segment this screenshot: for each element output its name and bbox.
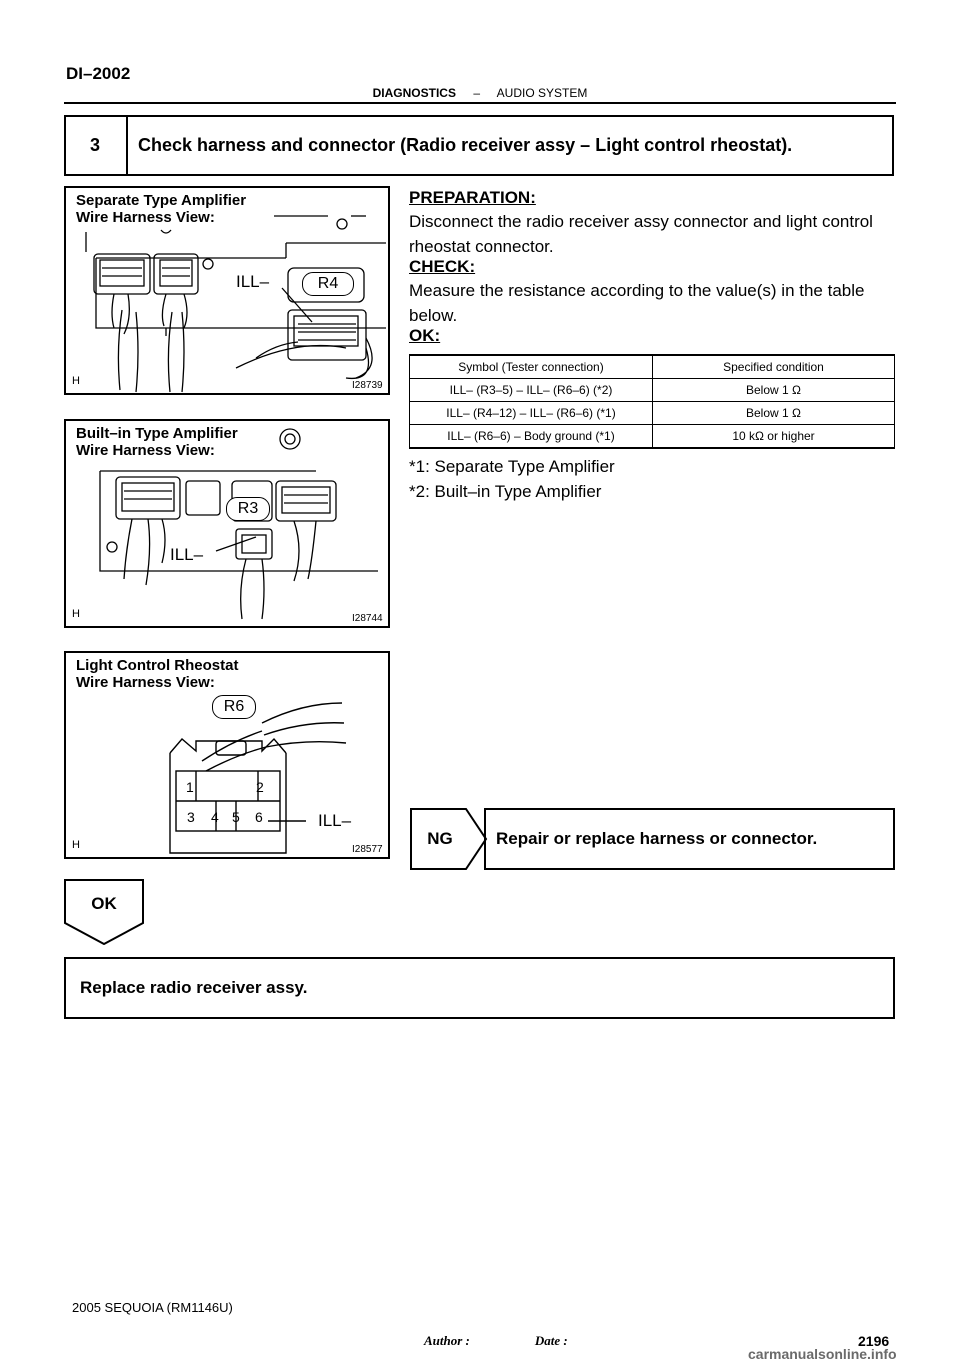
label-r6: R6 <box>212 695 256 719</box>
table-row <box>410 379 895 402</box>
figure-code: I28744 <box>352 613 383 624</box>
label-ill: ILL– <box>236 272 270 291</box>
check-label: CHECK: <box>409 257 476 276</box>
check-line1: Measure the resistance according to the value(s) in the table <box>409 281 865 300</box>
builtin-amplifier-drawing <box>66 421 388 626</box>
table-row <box>410 402 895 425</box>
footer-page-number: 2196 <box>858 1333 890 1349</box>
figure-separate-amplifier <box>64 186 390 395</box>
header-rule <box>64 102 896 104</box>
label-r4: R4 <box>302 272 354 296</box>
figure-mark: H <box>72 375 80 387</box>
watermark: carmanualsonline.info <box>748 1346 897 1362</box>
table-header: Specified condition <box>653 355 895 379</box>
figure-code: I28739 <box>352 380 383 391</box>
figure-title-line1: Light Control Rheostat <box>76 657 239 674</box>
table-header-row <box>410 355 895 379</box>
figure-builtin-amplifier <box>64 419 390 628</box>
subsection-name: AUDIO SYSTEM <box>496 86 588 100</box>
table-cell: Below 1 Ω <box>653 379 895 402</box>
label-ill: ILL– <box>318 811 352 830</box>
figure-title-line2: Wire Harness View: <box>76 209 215 226</box>
step-number: 3 <box>64 115 128 176</box>
label-ill: ILL– <box>170 545 204 564</box>
preparation-text <box>409 209 873 259</box>
preparation-label: PREPARATION: <box>409 188 536 207</box>
note-1: *1: Separate Type Amplifier <box>409 457 615 476</box>
table-cell: 10 kΩ or higher <box>653 425 895 449</box>
footer-author-date: Author : Date : <box>424 1333 568 1348</box>
ok-label: OK: <box>409 326 441 345</box>
figure-title-line2: Wire Harness View: <box>76 674 215 691</box>
check-text <box>409 278 864 328</box>
section-header <box>0 86 960 100</box>
check-line2: below. <box>409 306 458 325</box>
figure-title-line1: Built–in Type Amplifier <box>76 425 238 442</box>
section-name: DIAGNOSTICS <box>372 86 456 100</box>
page-code: DI–2002 <box>66 64 131 83</box>
label-r3: R3 <box>226 497 270 521</box>
footer-model: 2005 SEQUOIA (RM1146U) <box>72 1300 233 1315</box>
step-title: Check harness and connector (Radio receiver assy – Light control rheostat). <box>138 135 793 155</box>
pin-3: 3 <box>187 809 195 825</box>
ng-tag: NG <box>427 829 453 848</box>
spec-table <box>409 354 895 449</box>
final-action: Replace radio receiver assy. <box>64 957 895 1019</box>
pin-5: 5 <box>232 809 240 825</box>
section-dash: – <box>473 86 480 100</box>
table-cell: Below 1 Ω <box>653 402 895 425</box>
table-header: Symbol (Tester connection) <box>410 355 653 379</box>
ok-tag: OK <box>91 894 117 913</box>
preparation-line1: Disconnect the radio receiver assy connector and light control <box>409 212 873 231</box>
figure-light-control-rheostat <box>64 651 390 859</box>
pin-4: 4 <box>211 809 219 825</box>
pin-1: 1 <box>186 779 194 795</box>
figure-code: I28577 <box>352 844 383 855</box>
preparation-line2: rheostat connector. <box>409 237 554 256</box>
pin-2: 2 <box>256 779 264 795</box>
note-2: *2: Built–in Type Amplifier <box>409 482 602 501</box>
figure-title-line2: Wire Harness View: <box>76 442 215 459</box>
table-cell: ILL– (R4–12) – ILL– (R6–6) (*1) <box>410 402 653 425</box>
pin-6: 6 <box>255 809 263 825</box>
ng-action: Repair or replace harness or connector. <box>484 808 895 870</box>
table-cell: ILL– (R6–6) – Body ground (*1) <box>410 425 653 449</box>
notes <box>409 454 615 504</box>
table-cell: ILL– (R3–5) – ILL– (R6–6) (*2) <box>410 379 653 402</box>
figure-mark: H <box>72 608 80 620</box>
table-row <box>410 425 895 449</box>
figure-title-line1: Separate Type Amplifier <box>76 192 247 209</box>
figure-mark: H <box>72 839 80 851</box>
